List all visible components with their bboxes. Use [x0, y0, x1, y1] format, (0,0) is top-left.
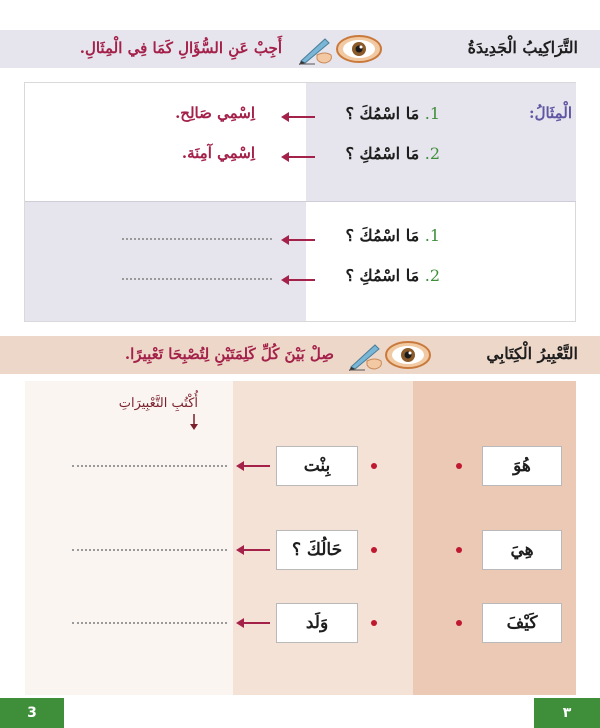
pencil-hand-icon	[345, 339, 385, 371]
word-box-middle-3[interactable]: وَلَد	[276, 603, 358, 643]
question-text: مَا اسْمُكَ ؟	[345, 226, 420, 245]
word-box-middle-2[interactable]: حَالُكَ ؟	[276, 530, 358, 570]
word-box-right-3[interactable]: كَيْفَ	[482, 603, 562, 643]
page-number-right: ٣	[534, 698, 600, 728]
exercise-divider	[25, 201, 576, 202]
section-title-structures: التَّرَاكِيبُ الْجَدِيدَةُ	[467, 38, 578, 57]
question-text: مَا اسْمُكِ ؟	[345, 266, 420, 285]
example-label: الْمِثَالُ:	[529, 104, 572, 122]
practice-question-2	[345, 266, 440, 285]
page-number-left: 3	[0, 698, 64, 728]
arrow-left-icon	[236, 545, 270, 555]
eye-icon	[385, 341, 431, 369]
question-text: مَا اسْمُكَ ؟	[345, 104, 420, 123]
question-text: مَا اسْمُكِ ؟	[345, 144, 420, 163]
example-question-1	[345, 104, 440, 123]
section-instruction-structures: أَجِبْ عَنِ السُّؤَالِ كَمَا فِي الْمِثَالِ.	[79, 39, 282, 57]
arrow-left-icon	[236, 461, 270, 471]
example-background	[306, 83, 576, 201]
write-column	[25, 381, 233, 695]
connect-dot[interactable]	[456, 547, 462, 553]
question-number: 1.	[424, 226, 440, 245]
question-number: 1.	[424, 104, 440, 123]
question-number: 2.	[424, 144, 440, 163]
answer-blank-1[interactable]	[122, 238, 272, 240]
write-blank-3[interactable]	[72, 622, 227, 624]
word-box-right-2[interactable]: هِيَ	[482, 530, 562, 570]
eye-icon	[336, 35, 382, 63]
question-number: 2.	[424, 266, 440, 285]
practice-question-1	[345, 226, 440, 245]
word-box-right-1[interactable]: هُوَ	[482, 446, 562, 486]
example-answer-1: اِسْمِي صَالِح.	[175, 104, 255, 122]
arrow-left-icon	[281, 152, 315, 162]
connect-dot[interactable]	[456, 620, 462, 626]
write-blank-2[interactable]	[72, 549, 227, 551]
connect-dot[interactable]	[371, 620, 377, 626]
pencil-hand-icon	[295, 33, 335, 65]
arrow-left-icon	[281, 112, 315, 122]
word-box-middle-1[interactable]: بِنْت	[276, 446, 358, 486]
arrow-down-icon	[189, 414, 199, 430]
write-blank-1[interactable]	[72, 465, 227, 467]
example-answer-2: اِسْمِي آمِنَة.	[181, 144, 255, 162]
answer-blank-2[interactable]	[122, 278, 272, 280]
section-title-writing: التَّعْبِيرُ الْكِتَابِي	[486, 344, 578, 363]
connect-dot[interactable]	[371, 463, 377, 469]
arrow-left-icon	[281, 275, 315, 285]
section-instruction-writing: صِلْ بَيْنَ كُلِّ كَلِمَتَيْنِ لِتُصْبِحَا تَعْبِيرًا.	[124, 345, 334, 363]
arrow-left-icon	[281, 235, 315, 245]
example-question-2	[345, 144, 440, 163]
practice-background	[25, 201, 306, 321]
write-expressions-label: أُكْتُبِ التَّعْبِيرَاتِ	[118, 396, 198, 411]
arrow-left-icon	[236, 618, 270, 628]
connect-dot[interactable]	[371, 547, 377, 553]
connect-dot[interactable]	[456, 463, 462, 469]
